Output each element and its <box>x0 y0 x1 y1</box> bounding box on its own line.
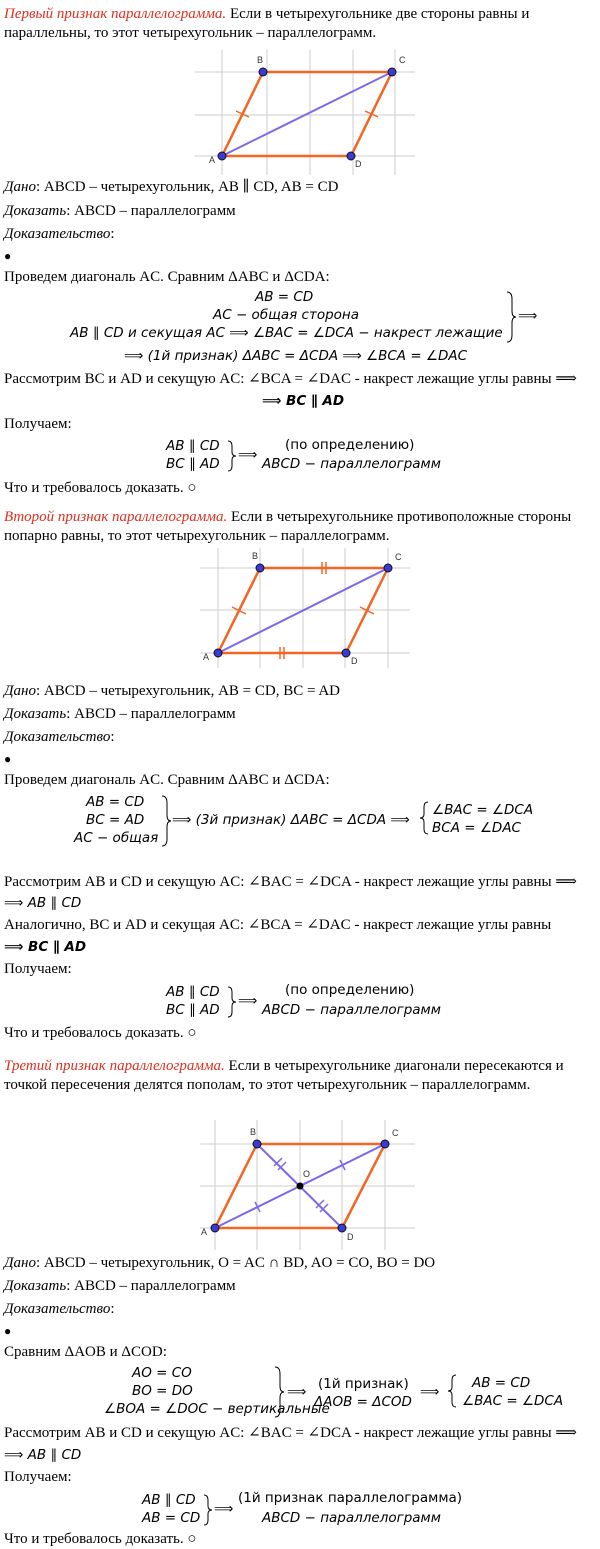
s3-case1: AO = CO <box>132 1365 192 1381</box>
s2-case6: BCA = ∠DAC <box>432 820 521 836</box>
s1-case1: AB = CD <box>255 289 314 305</box>
s2-case5: ∠BAC = ∠DCA <box>432 802 534 818</box>
s1-line1: Проведем диагональ AC. Сравним ΔABC и ΔCDA: <box>4 269 330 285</box>
s1-qed: Что и требовалось доказать. ○ <box>4 480 197 496</box>
s3-point-o <box>297 1183 304 1190</box>
s1-brace <box>505 291 517 343</box>
s2-title: Второй признак параллелограмма. <box>4 509 228 525</box>
s1-brace-arrow: ⟹ <box>518 308 538 324</box>
s3-case8: AB = CD <box>472 1375 531 1391</box>
s2-case2: BC = AD <box>86 812 145 828</box>
s2-bullet: ● <box>4 752 12 766</box>
s2-line5: ⟹ BC ∥ AD <box>4 939 87 955</box>
s2-line4: Аналогично, BC и AD и секущая AC: ∠BCA = ∠DAC - накрест лежащие углы равны <box>4 917 552 933</box>
s2-brace-right <box>419 801 429 835</box>
s2-label-c: C <box>395 552 402 562</box>
s2-result2: BC ∥ AD <box>166 1002 220 1018</box>
s3-case5: (1й признак) <box>318 1376 409 1392</box>
s3-case2: BO = DO <box>132 1383 193 1399</box>
s3-case7: ⟹ <box>420 1384 440 1400</box>
s2-get: Получаем: <box>4 961 72 977</box>
s1-result1: AB ∥ CD <box>166 438 220 454</box>
s3-proof-label: Доказательство: <box>4 1301 115 1317</box>
s2-result1: AB ∥ CD <box>166 984 220 1000</box>
s3-line3: ⟹ AB ∥ CD <box>4 1447 82 1463</box>
s1-given: Дано: ABCD – четырехугольник, AB ∥ CD, AB = CD <box>4 179 339 195</box>
s3-prove: Доказать: ABCD – параллелограмм <box>4 1278 236 1294</box>
s3-brace-right <box>447 1374 457 1408</box>
s3-given: Дано: ABCD – четырехугольник, O = AC ∩ BD, AO = CO, BO = DO <box>4 1255 436 1271</box>
s1-label-b: B <box>257 55 264 65</box>
s1-bullet: ● <box>4 249 12 263</box>
s3-case6: ΔAOB = ΔCOD <box>314 1394 412 1410</box>
s3-qed: Что и требовалось доказать. ○ <box>4 1531 197 1547</box>
s3-result1: AB ∥ CD <box>142 1492 196 1508</box>
s3-get: Получаем: <box>4 1469 72 1485</box>
s1-get: Получаем: <box>4 416 72 432</box>
s3-title: Третий признак параллелограмма. <box>4 1058 225 1074</box>
s1-line3: ⟹ BC ∥ AD <box>262 393 345 409</box>
s1-label-d: D <box>355 159 362 169</box>
s2-prove: Доказать: ABCD – параллелограмм <box>4 706 236 722</box>
s1-case3: AB ∥ CD и секущая AC ⟹ ∠BAC = ∠DCA − накрест лежащие <box>70 325 503 341</box>
s3-label-c: C <box>392 1128 399 1138</box>
s2-grid <box>200 548 410 668</box>
s2-point-d <box>342 649 350 657</box>
s1-label-a: A <box>209 155 216 165</box>
s2-result4: ABCD − параллелограмм <box>262 1002 441 1018</box>
s1-prove: Доказать: ABCD – параллелограмм <box>4 203 236 219</box>
s2-figure <box>200 548 410 668</box>
s2-statement: Если в четырехугольнике противоположные стороны попарно равны, то этот четырехугольник – параллелограмм. <box>4 509 572 544</box>
s1-result3: (по определению) <box>285 437 415 453</box>
s1-case4: ⟹ (1й признак) ΔABC = ΔCDA ⟹ ∠BCA = ∠DAC <box>124 348 468 364</box>
s3-result2: AB = CD <box>142 1510 201 1526</box>
s1-result4: ABCD − параллелограмм <box>262 456 441 472</box>
s3-line2: Рассмотрим AB и CD и секущую AC: ∠BAC = ∠DCA - накрест лежащие углы равны ⟹ <box>4 1425 577 1441</box>
s3-point-a <box>211 1224 219 1232</box>
s1-statement: Если в четырехугольнике две стороны равны и параллельны, то этот четырехугольник – параллелограмм. <box>4 6 530 41</box>
s2-result3: (по определению) <box>285 982 415 998</box>
s1-point-c <box>388 68 396 76</box>
s3-result-brace <box>203 1494 213 1526</box>
s2-case3: AC − общая <box>74 830 159 846</box>
s3-result3: (1й признак параллелограмма) <box>238 1490 463 1506</box>
s3-label-o: O <box>303 1169 311 1179</box>
s1-point-d <box>347 152 355 160</box>
s3-point-c <box>381 1140 389 1148</box>
s1-label-c: C <box>399 55 406 65</box>
s2-label-a: A <box>203 652 210 662</box>
s3-case4: ⟹ <box>287 1384 307 1400</box>
s1-result2: BC ∥ AD <box>166 456 220 472</box>
s1-line2: Рассмотрим BC и AD и секущую AC: ∠BCA = ∠DAC - накрест лежащие углы равны ⟹ <box>4 371 577 387</box>
s3-result-arrow: ⟹ <box>214 1501 234 1517</box>
s3-point-b <box>253 1140 261 1148</box>
s2-line1: Проведем диагональ AC. Сравним ΔABC и ΔCDA: <box>4 772 330 788</box>
s2-proof-label: Доказательство: <box>4 729 115 745</box>
s2-point-b <box>256 564 264 572</box>
s1-title: Первый признак параллелограмма. <box>4 6 227 22</box>
s2-theorem <box>4 508 594 546</box>
s2-result-brace <box>227 986 237 1018</box>
s3-case3: ∠BOA = ∠DOC − вертикальные <box>104 1401 330 1417</box>
s3-figure <box>200 1120 415 1250</box>
s2-case4: ⟹ (3й признак) ΔABC = ΔCDA ⟹ <box>172 812 410 828</box>
s3-label-d: D <box>347 1232 354 1242</box>
s2-line3: ⟹ AB ∥ CD <box>4 895 82 911</box>
s3-bullet: ● <box>4 1324 12 1338</box>
s2-brace <box>160 795 172 847</box>
s3-label-b: B <box>250 1127 257 1137</box>
s3-theorem <box>4 1057 594 1095</box>
s2-line2: Рассмотрим AB и CD и секущую AC: ∠BAC = ∠DCA - накрест лежащие углы равны ⟹ <box>4 874 577 890</box>
s2-label-d: D <box>351 656 358 666</box>
s2-case1: AB = CD <box>86 794 145 810</box>
s3-brace <box>273 1366 285 1418</box>
s1-point-a <box>218 152 226 160</box>
s1-point-b <box>259 68 267 76</box>
s2-point-c <box>384 564 392 572</box>
s3-label-a: A <box>201 1227 208 1237</box>
s3-case9: ∠BAC = ∠DCA <box>462 1393 564 1409</box>
s3-grid <box>200 1120 415 1250</box>
s1-result-arrow: ⟹ <box>238 447 258 463</box>
s2-label-b: B <box>252 551 259 561</box>
s1-case2: AC − общая сторона <box>213 307 360 323</box>
s2-point-a <box>214 649 222 657</box>
s2-given: Дано: ABCD – четырехугольник, AB = CD, BC = AD <box>4 683 341 699</box>
s1-diagonal-ac <box>222 72 392 156</box>
s2-qed: Что и требовалось доказать. ○ <box>4 1025 197 1041</box>
s3-line1: Сравним ΔAOB и ΔCOD: <box>4 1344 167 1360</box>
s1-result-brace <box>227 440 237 472</box>
s1-proof-label: Доказательство: <box>4 226 115 242</box>
s1-theorem <box>4 5 594 43</box>
s1-figure <box>195 50 415 175</box>
s3-statement: Если в четырехугольнике диагонали пересекаются и точкой пересечения делятся пополам, то этот четырехугольник – параллелограмм. <box>4 1058 564 1093</box>
s3-point-d <box>338 1224 346 1232</box>
s2-result-arrow: ⟹ <box>238 993 258 1009</box>
s3-result4: ABCD − параллелограмм <box>262 1510 441 1526</box>
